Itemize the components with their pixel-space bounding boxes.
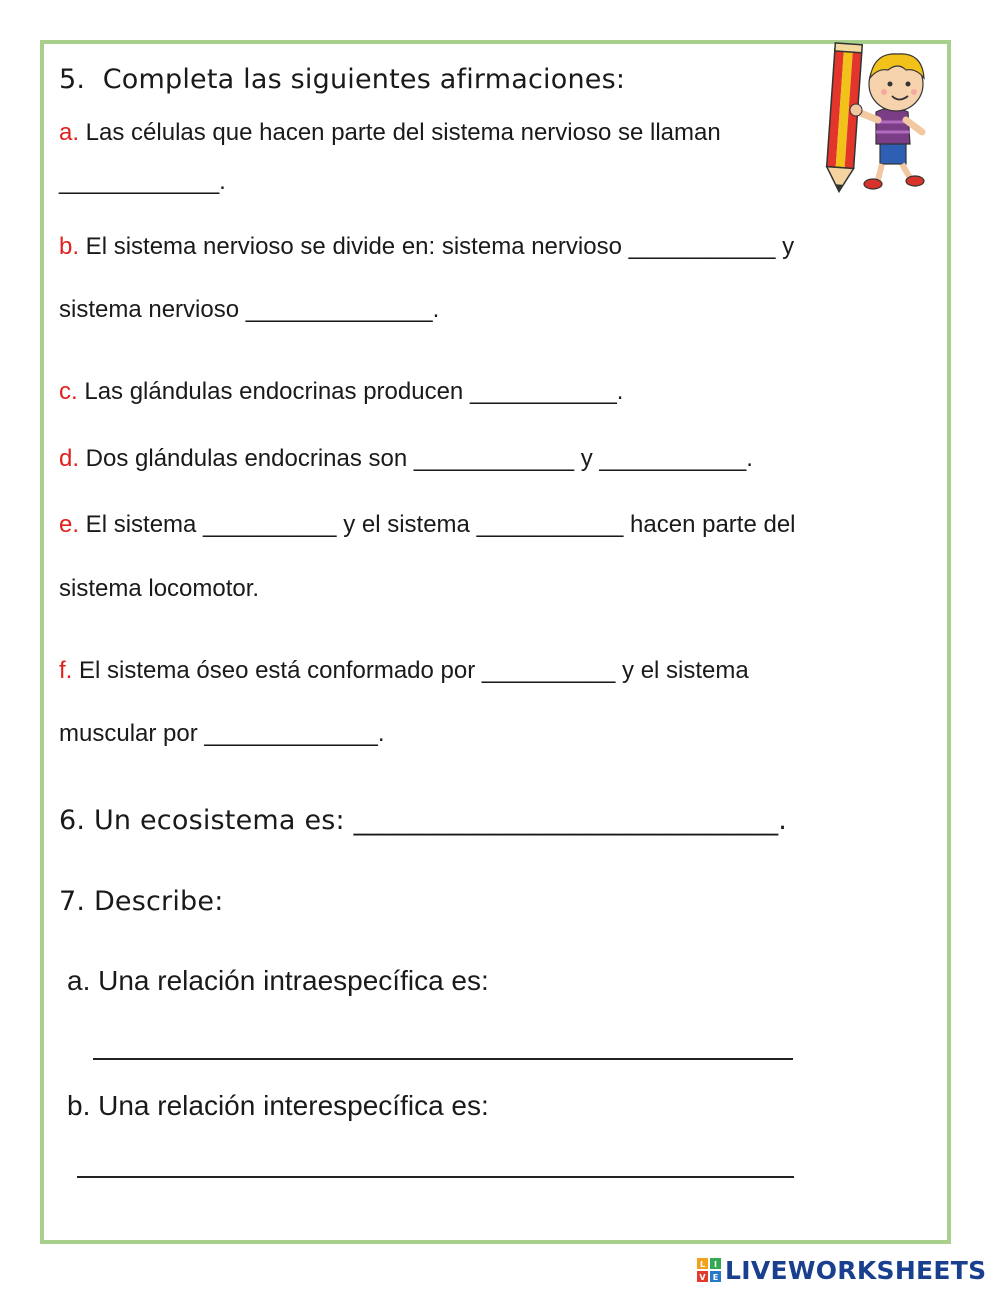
item-c-label: c.	[59, 378, 78, 405]
item-e-text: El sistema __________ y el sistema ___________ hacen parte del	[79, 511, 796, 538]
item-c-text: Las glándulas endocrinas producen ___________.	[77, 378, 624, 405]
question-7-title: 7. Describe:	[59, 886, 224, 917]
liveworksheets-watermark	[697, 1256, 986, 1284]
question-7b-text: b. Una relación interespecífica es:	[67, 1090, 489, 1121]
item-f-label: f.	[59, 657, 73, 684]
item-f-line-1	[59, 656, 749, 686]
item-f-text: El sistema óseo está conformado por __________ y el sistema	[72, 657, 749, 684]
answer-line-7b[interactable]	[77, 1176, 794, 1178]
item-e-label: e.	[59, 511, 80, 538]
item-e-line-2: sistema locomotor.	[59, 575, 260, 602]
item-f-line-2: muscular por _____________.	[59, 720, 385, 747]
item-a-line-1	[59, 118, 721, 148]
question-5-title: 5. Completa las siguientes afirmaciones:	[59, 64, 626, 95]
item-a-text: Las células que hacen parte del sistema nervioso se llaman	[79, 119, 721, 146]
item-b-line-2: sistema nervioso ______________.	[59, 296, 440, 323]
logo-letter-i: I	[714, 1260, 717, 1269]
item-d-text: Dos glándulas endocrinas son ____________ y ___________.	[79, 445, 753, 472]
item-a-label: a.	[59, 119, 80, 146]
item-b-label: b.	[59, 233, 80, 260]
question-7a-text: a. Una relación intraespecífica es:	[67, 965, 489, 996]
answer-line-7a[interactable]	[93, 1058, 793, 1060]
worksheet-border	[40, 40, 951, 1244]
item-a-line-2: ____________.	[59, 168, 226, 195]
item-d-label: d.	[59, 445, 80, 472]
watermark-text: LIVEWORKSHEETS	[725, 1255, 987, 1285]
item-b-line-1	[59, 232, 794, 262]
boy-with-pencil-icon	[818, 40, 948, 202]
logo-letter-l: L	[699, 1260, 706, 1269]
question-6-text: 6. Un ecosistema es: _______________________________.	[59, 805, 788, 836]
item-b-text: El sistema nervioso se divide en: sistema nervioso ___________ y	[79, 233, 795, 260]
item-d-line-1	[59, 444, 753, 474]
logo-letter-e: E	[712, 1273, 719, 1282]
logo-letter-v: V	[699, 1273, 706, 1282]
item-e-line-1	[59, 510, 796, 540]
item-c-line-1	[59, 377, 623, 407]
liveworksheets-logo-icon	[697, 1258, 721, 1282]
